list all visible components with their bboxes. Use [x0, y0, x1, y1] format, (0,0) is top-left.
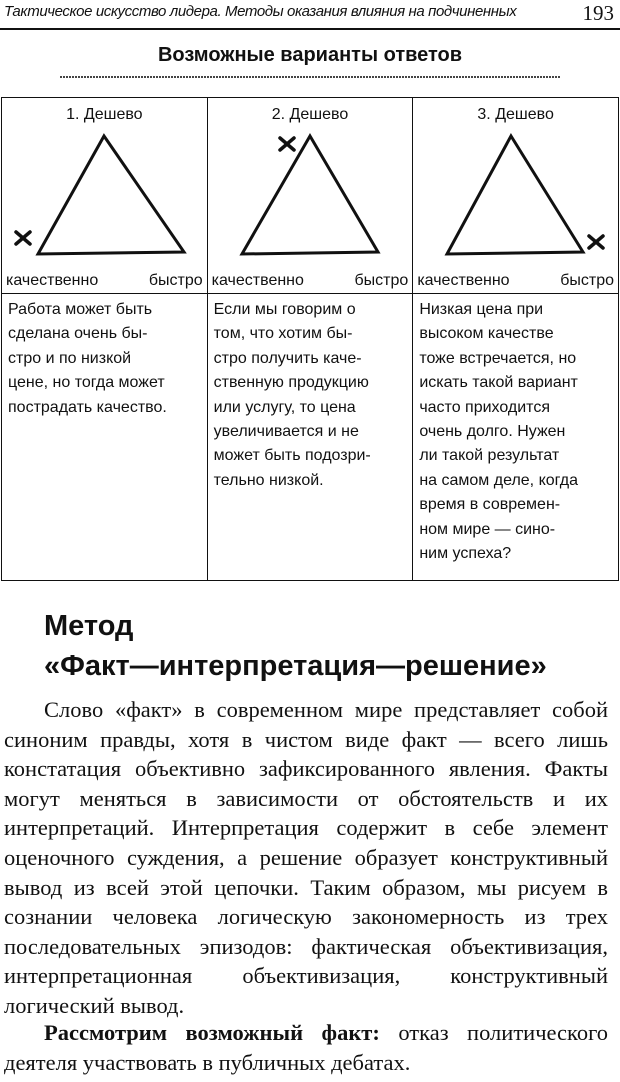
axis-label-quality: качественно: [211, 272, 304, 289]
heading-rule: [60, 76, 560, 78]
paragraph-lead: Рассмотрим возможный факт:: [44, 1020, 380, 1045]
option-figure-3: [413, 98, 619, 294]
body-paragraph-2: [4, 1018, 608, 1077]
cross-mark: [589, 236, 603, 248]
table-heading: Возможные варианты ответов: [157, 44, 463, 66]
figures-row: [2, 98, 619, 294]
axis-label-speed: быстро: [354, 272, 409, 289]
triangle-shape: [447, 136, 583, 254]
page-header: [0, 0, 620, 34]
option-figure-2: [207, 98, 413, 294]
cross-mark: [16, 232, 30, 244]
cross-mark: [280, 138, 294, 150]
option-label: 3. Дешево: [477, 106, 554, 123]
section-title: Метод «Факт—интерпретация—решение»: [44, 610, 547, 682]
running-title: Тактическое искусство лидера. Методы оказания влияния на подчиненных: [4, 3, 517, 20]
header-rule: [0, 28, 620, 30]
page-number: 193: [582, 1, 614, 25]
option-description-3: Низкая цена при высоком качестве тоже встречается, но искать такой вариант часто приходится очень долго. Нужен ли такой результат на самом деле, когда время в современ- ном мире — сино- ним успеха?: [413, 294, 619, 581]
option-label: 2. Дешево: [271, 106, 349, 123]
triangle-diagram: [2, 126, 206, 266]
triangle-shape: [242, 136, 378, 254]
triangle-shape: [38, 136, 184, 254]
paragraph-rest: отказ политического деятеля участвовать в публичных дебатах.: [4, 1020, 608, 1075]
option-description-2: Если мы говорим о том, что хотим бы- стро получить каче- ственную продукцию или услугу, то цена увеличивается и не может быть подозри- тельно низкой.: [207, 294, 413, 581]
option-description-1: Работа может быть сделана очень бы- стро и по низкой цене, но тогда может пострадать качество.: [2, 294, 208, 581]
triangle-diagram: [413, 126, 617, 266]
descriptions-row: [2, 294, 619, 581]
axis-label-speed: быстро: [148, 272, 203, 289]
option-figure-1: [2, 98, 208, 294]
axis-label-quality: качественно: [417, 272, 510, 289]
axis-label-quality: качественно: [6, 272, 99, 289]
triangle-diagram: [208, 126, 412, 266]
options-table: [1, 97, 619, 581]
axis-label-speed: быстро: [560, 272, 614, 289]
body-paragraph-1: Слово «факт» в современном мире представляет собой синоним правды, хотя в чистом виде факт — всего лишь констатация объективно зафиксированного явления. Факты могут меняться в зависимости от обстоятельств и их интерпретаций. Интерпретация содержит в себе элемент оценочного суждения, а решение образует конструктивный вывод из всей этой цепочки. Таким образом, мы рисуем в сознании человека логическую закономерность из трех последовательных эпизодов: фактическая объективизация, интерпретационная объективизация, конструктивный логический вывод.: [4, 697, 608, 1018]
option-label: 1. Дешево: [66, 106, 143, 123]
